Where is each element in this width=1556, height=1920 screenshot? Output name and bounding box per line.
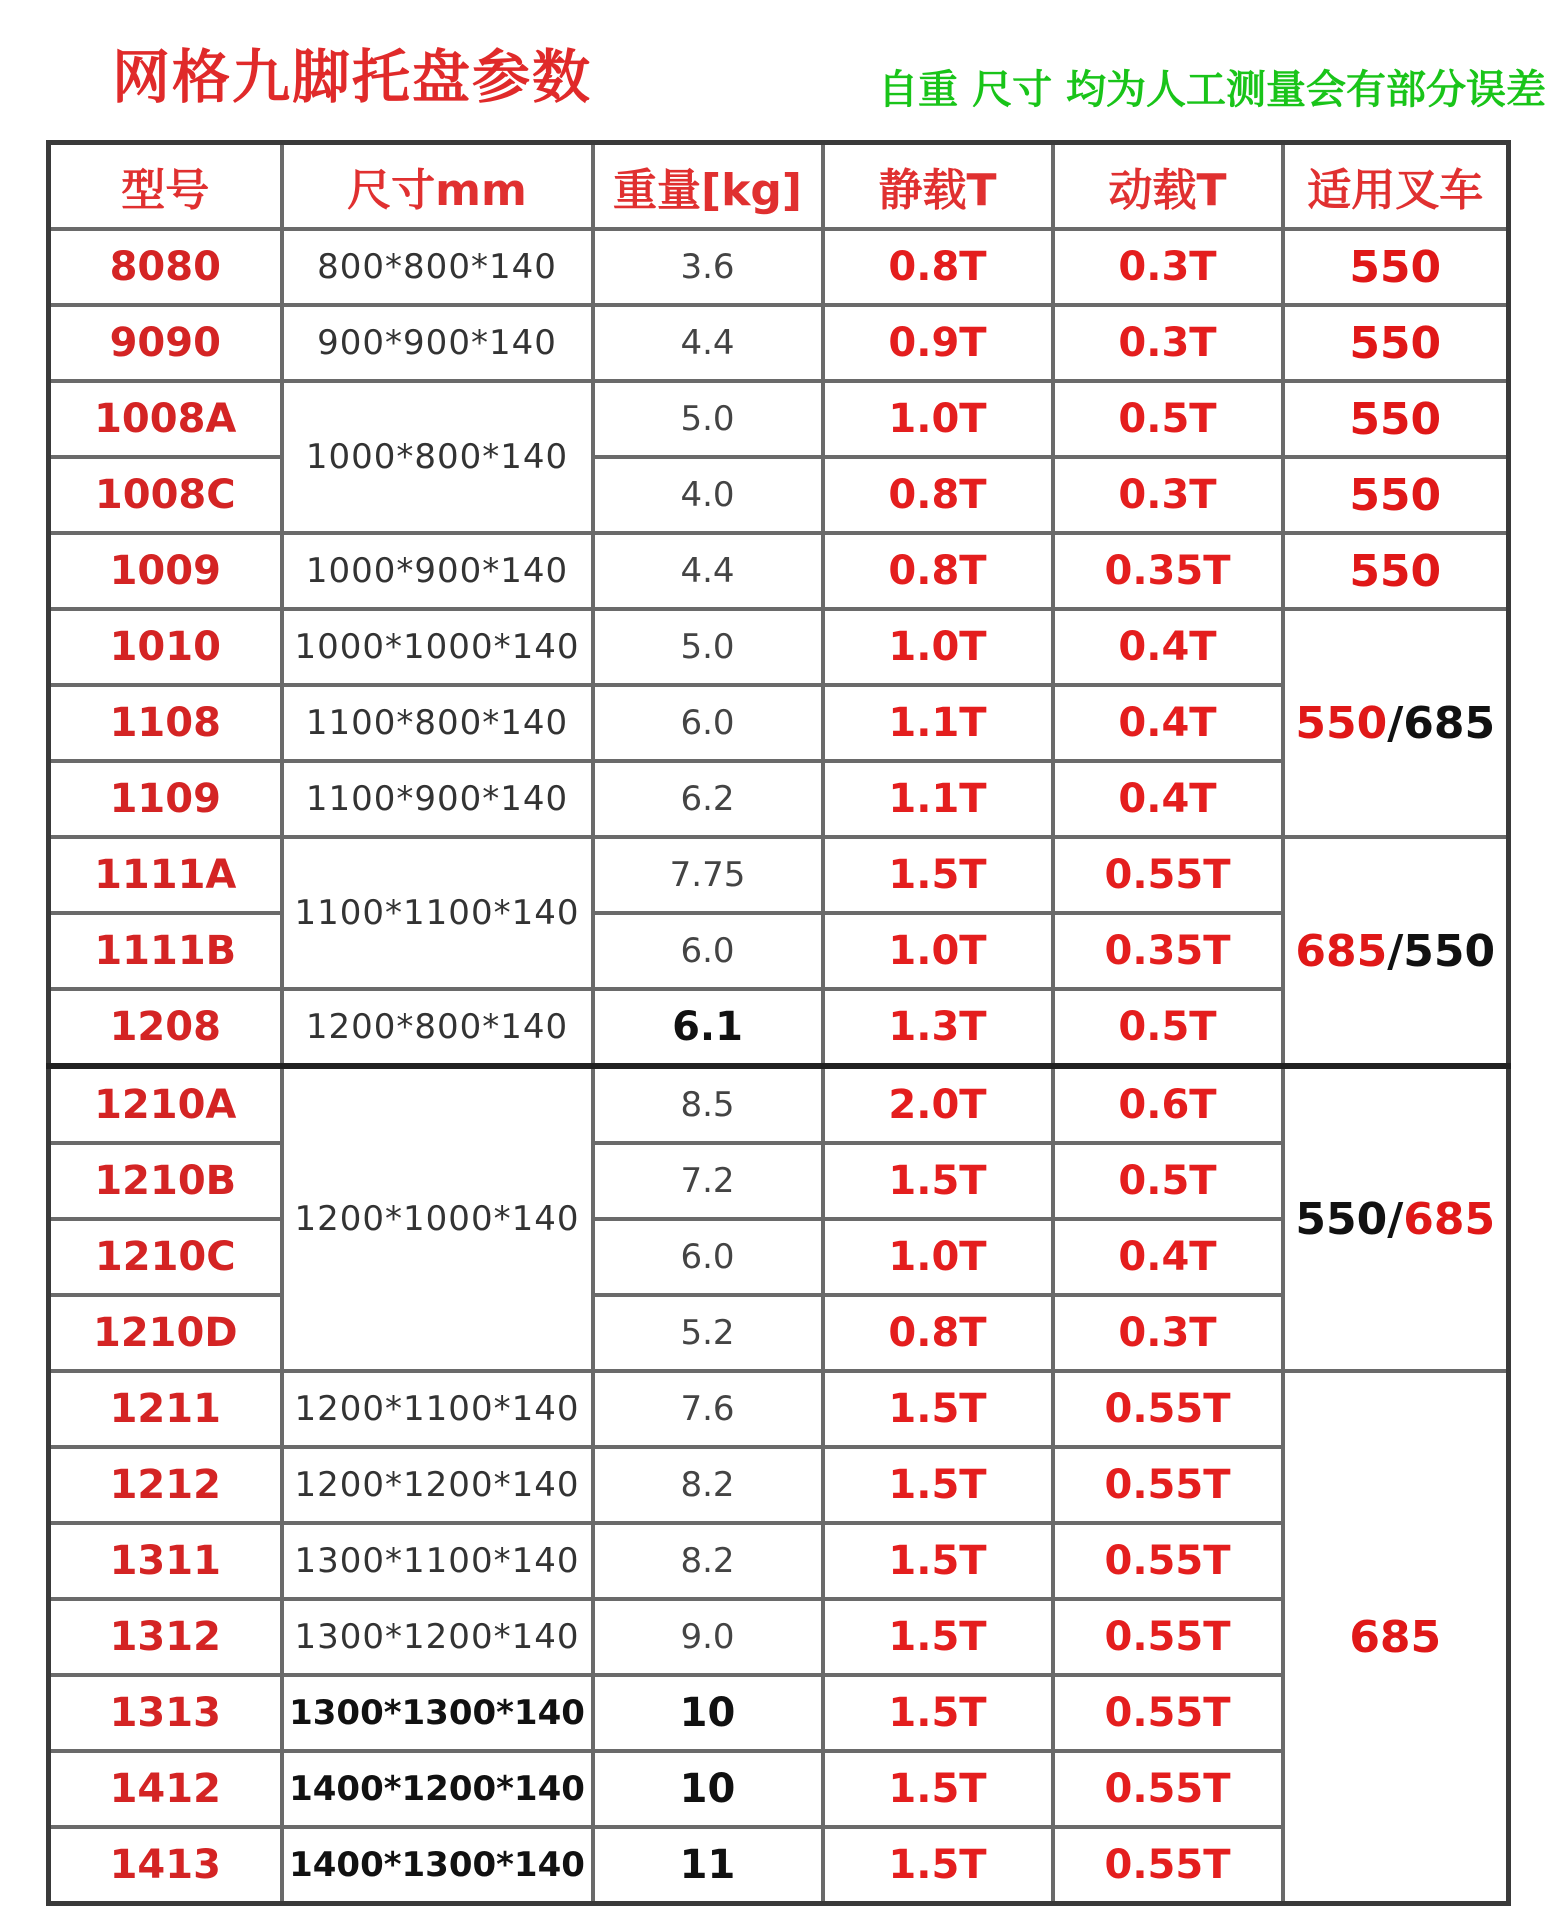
- dynamic-load-cell: 0.55T: [1053, 1751, 1283, 1827]
- size-cell: 1100*900*140: [282, 761, 593, 837]
- static-load-cell: 0.8T: [823, 229, 1053, 305]
- forklift-cell: 685: [1283, 1371, 1509, 1904]
- pallet-spec-table: [46, 140, 1511, 1906]
- forklift-value: 550: [1403, 925, 1496, 977]
- static-load-cell: 1.5T: [823, 1447, 1053, 1523]
- dynamic-load-cell: 0.55T: [1053, 1371, 1283, 1447]
- weight-cell: 8.5: [593, 1066, 823, 1143]
- table-header-row: [49, 143, 1509, 230]
- static-load-cell: 1.1T: [823, 761, 1053, 837]
- weight-cell: 6.0: [593, 685, 823, 761]
- weight-cell: 5.0: [593, 381, 823, 457]
- static-load-cell: 1.5T: [823, 1599, 1053, 1675]
- model-cell: 1412: [49, 1751, 282, 1827]
- weight-cell: 5.0: [593, 609, 823, 685]
- forklift-cell: [1283, 609, 1509, 837]
- table-row: [49, 229, 1509, 305]
- header-size: 尺寸mm: [282, 143, 593, 230]
- static-load-cell: 1.5T: [823, 837, 1053, 913]
- static-load-cell: 1.5T: [823, 1675, 1053, 1751]
- weight-cell: 7.2: [593, 1143, 823, 1219]
- model-cell: 1008C: [49, 457, 282, 533]
- size-cell: 1000*800*140: [282, 381, 593, 533]
- dynamic-load-cell: 0.3T: [1053, 1295, 1283, 1371]
- model-cell: 1111B: [49, 913, 282, 989]
- weight-cell: 11: [593, 1827, 823, 1904]
- dynamic-load-cell: 0.55T: [1053, 1447, 1283, 1523]
- weight-cell: 4.0: [593, 457, 823, 533]
- header-forklift: 适用叉车: [1283, 143, 1509, 230]
- table-row: [49, 1066, 1509, 1143]
- dynamic-load-cell: 0.5T: [1053, 989, 1283, 1066]
- dynamic-load-cell: 0.55T: [1053, 1523, 1283, 1599]
- size-cell: 1200*800*140: [282, 989, 593, 1066]
- size-cell: 1400*1200*140: [282, 1751, 593, 1827]
- size-cell: 1300*1300*140: [282, 1675, 593, 1751]
- model-cell: 1208: [49, 989, 282, 1066]
- forklift-value: 550: [1295, 1193, 1388, 1245]
- dynamic-load-cell: 0.55T: [1053, 837, 1283, 913]
- model-cell: 1210A: [49, 1066, 282, 1143]
- dynamic-load-cell: 0.3T: [1053, 229, 1283, 305]
- table-row: [49, 381, 1509, 457]
- static-load-cell: 0.8T: [823, 533, 1053, 609]
- forklift-cell: 550: [1283, 229, 1509, 305]
- table-row: [49, 305, 1509, 381]
- static-load-cell: 1.0T: [823, 381, 1053, 457]
- static-load-cell: 1.5T: [823, 1143, 1053, 1219]
- model-cell: 1211: [49, 1371, 282, 1447]
- weight-cell: 8.2: [593, 1523, 823, 1599]
- weight-cell: 6.0: [593, 1219, 823, 1295]
- model-cell: 9090: [49, 305, 282, 381]
- forklift-cell: 550: [1283, 381, 1509, 457]
- forklift-cell: [1283, 1066, 1509, 1371]
- forklift-value: 550: [1295, 697, 1388, 749]
- size-cell: 1300*1100*140: [282, 1523, 593, 1599]
- page-title: 网格九脚托盘参数: [112, 43, 593, 111]
- dynamic-load-cell: 0.55T: [1053, 1827, 1283, 1904]
- model-cell: 1111A: [49, 837, 282, 913]
- weight-cell: 5.2: [593, 1295, 823, 1371]
- forklift-separator: /: [1387, 925, 1404, 977]
- static-load-cell: 1.0T: [823, 913, 1053, 989]
- measurement-note: 自重 尺寸 均为人工测量会有部分误差: [878, 67, 1546, 113]
- weight-cell: 6.2: [593, 761, 823, 837]
- weight-cell: 6.1: [593, 989, 823, 1066]
- forklift-value: 685: [1403, 697, 1496, 749]
- model-cell: 1008A: [49, 381, 282, 457]
- table-row: [49, 533, 1509, 609]
- dynamic-load-cell: 0.4T: [1053, 685, 1283, 761]
- size-cell: 1300*1200*140: [282, 1599, 593, 1675]
- size-cell: 1100*800*140: [282, 685, 593, 761]
- header-model: 型号: [49, 143, 282, 230]
- dynamic-load-cell: 0.6T: [1053, 1066, 1283, 1143]
- dynamic-load-cell: 0.5T: [1053, 381, 1283, 457]
- static-load-cell: 0.9T: [823, 305, 1053, 381]
- table-row: [49, 609, 1509, 685]
- header-static-load: 静载T: [823, 143, 1053, 230]
- weight-cell: 10: [593, 1675, 823, 1751]
- model-cell: 1210B: [49, 1143, 282, 1219]
- weight-cell: 8.2: [593, 1447, 823, 1523]
- static-load-cell: 0.8T: [823, 457, 1053, 533]
- dynamic-load-cell: 0.3T: [1053, 305, 1283, 381]
- dynamic-load-cell: 0.35T: [1053, 533, 1283, 609]
- size-cell: 1200*1000*140: [282, 1066, 593, 1371]
- static-load-cell: 1.1T: [823, 685, 1053, 761]
- dynamic-load-cell: 0.4T: [1053, 761, 1283, 837]
- model-cell: 1109: [49, 761, 282, 837]
- static-load-cell: 1.0T: [823, 609, 1053, 685]
- model-cell: 1311: [49, 1523, 282, 1599]
- header-weight: 重量[kg]: [593, 143, 823, 230]
- forklift-value: 685: [1403, 1193, 1496, 1245]
- header-dynamic-load: 动载T: [1053, 143, 1283, 230]
- model-cell: 1212: [49, 1447, 282, 1523]
- size-cell: 1000*1000*140: [282, 609, 593, 685]
- dynamic-load-cell: 0.3T: [1053, 457, 1283, 533]
- dynamic-load-cell: 0.5T: [1053, 1143, 1283, 1219]
- forklift-cell: 550: [1283, 533, 1509, 609]
- size-cell: 1400*1300*140: [282, 1827, 593, 1904]
- model-cell: 8080: [49, 229, 282, 305]
- weight-cell: 7.75: [593, 837, 823, 913]
- static-load-cell: 2.0T: [823, 1066, 1053, 1143]
- static-load-cell: 1.3T: [823, 989, 1053, 1066]
- size-cell: 1000*900*140: [282, 533, 593, 609]
- weight-cell: 3.6: [593, 229, 823, 305]
- weight-cell: 4.4: [593, 305, 823, 381]
- dynamic-load-cell: 0.55T: [1053, 1599, 1283, 1675]
- size-cell: 1100*1100*140: [282, 837, 593, 989]
- table-row: [49, 1371, 1509, 1447]
- size-cell: 900*900*140: [282, 305, 593, 381]
- weight-cell: 6.0: [593, 913, 823, 989]
- size-cell: 800*800*140: [282, 229, 593, 305]
- static-load-cell: 1.5T: [823, 1371, 1053, 1447]
- dynamic-load-cell: 0.4T: [1053, 1219, 1283, 1295]
- static-load-cell: 1.5T: [823, 1523, 1053, 1599]
- forklift-separator: /: [1387, 697, 1404, 749]
- model-cell: 1210D: [49, 1295, 282, 1371]
- model-cell: 1312: [49, 1599, 282, 1675]
- weight-cell: 4.4: [593, 533, 823, 609]
- dynamic-load-cell: 0.35T: [1053, 913, 1283, 989]
- static-load-cell: 1.5T: [823, 1827, 1053, 1904]
- forklift-value: 685: [1295, 925, 1388, 977]
- forklift-cell: 550: [1283, 305, 1509, 381]
- static-load-cell: 1.0T: [823, 1219, 1053, 1295]
- dynamic-load-cell: 0.55T: [1053, 1675, 1283, 1751]
- static-load-cell: 1.5T: [823, 1751, 1053, 1827]
- size-cell: 1200*1200*140: [282, 1447, 593, 1523]
- table-row: [49, 457, 1509, 533]
- model-cell: 1413: [49, 1827, 282, 1904]
- forklift-cell: [1283, 837, 1509, 1066]
- dynamic-load-cell: 0.4T: [1053, 609, 1283, 685]
- model-cell: 1108: [49, 685, 282, 761]
- weight-cell: 10: [593, 1751, 823, 1827]
- size-cell: 1200*1100*140: [282, 1371, 593, 1447]
- model-cell: 1009: [49, 533, 282, 609]
- model-cell: 1313: [49, 1675, 282, 1751]
- static-load-cell: 0.8T: [823, 1295, 1053, 1371]
- model-cell: 1210C: [49, 1219, 282, 1295]
- weight-cell: 9.0: [593, 1599, 823, 1675]
- forklift-separator: /: [1387, 1193, 1404, 1245]
- table-row: [49, 837, 1509, 913]
- model-cell: 1010: [49, 609, 282, 685]
- forklift-cell: 550: [1283, 457, 1509, 533]
- weight-cell: 7.6: [593, 1371, 823, 1447]
